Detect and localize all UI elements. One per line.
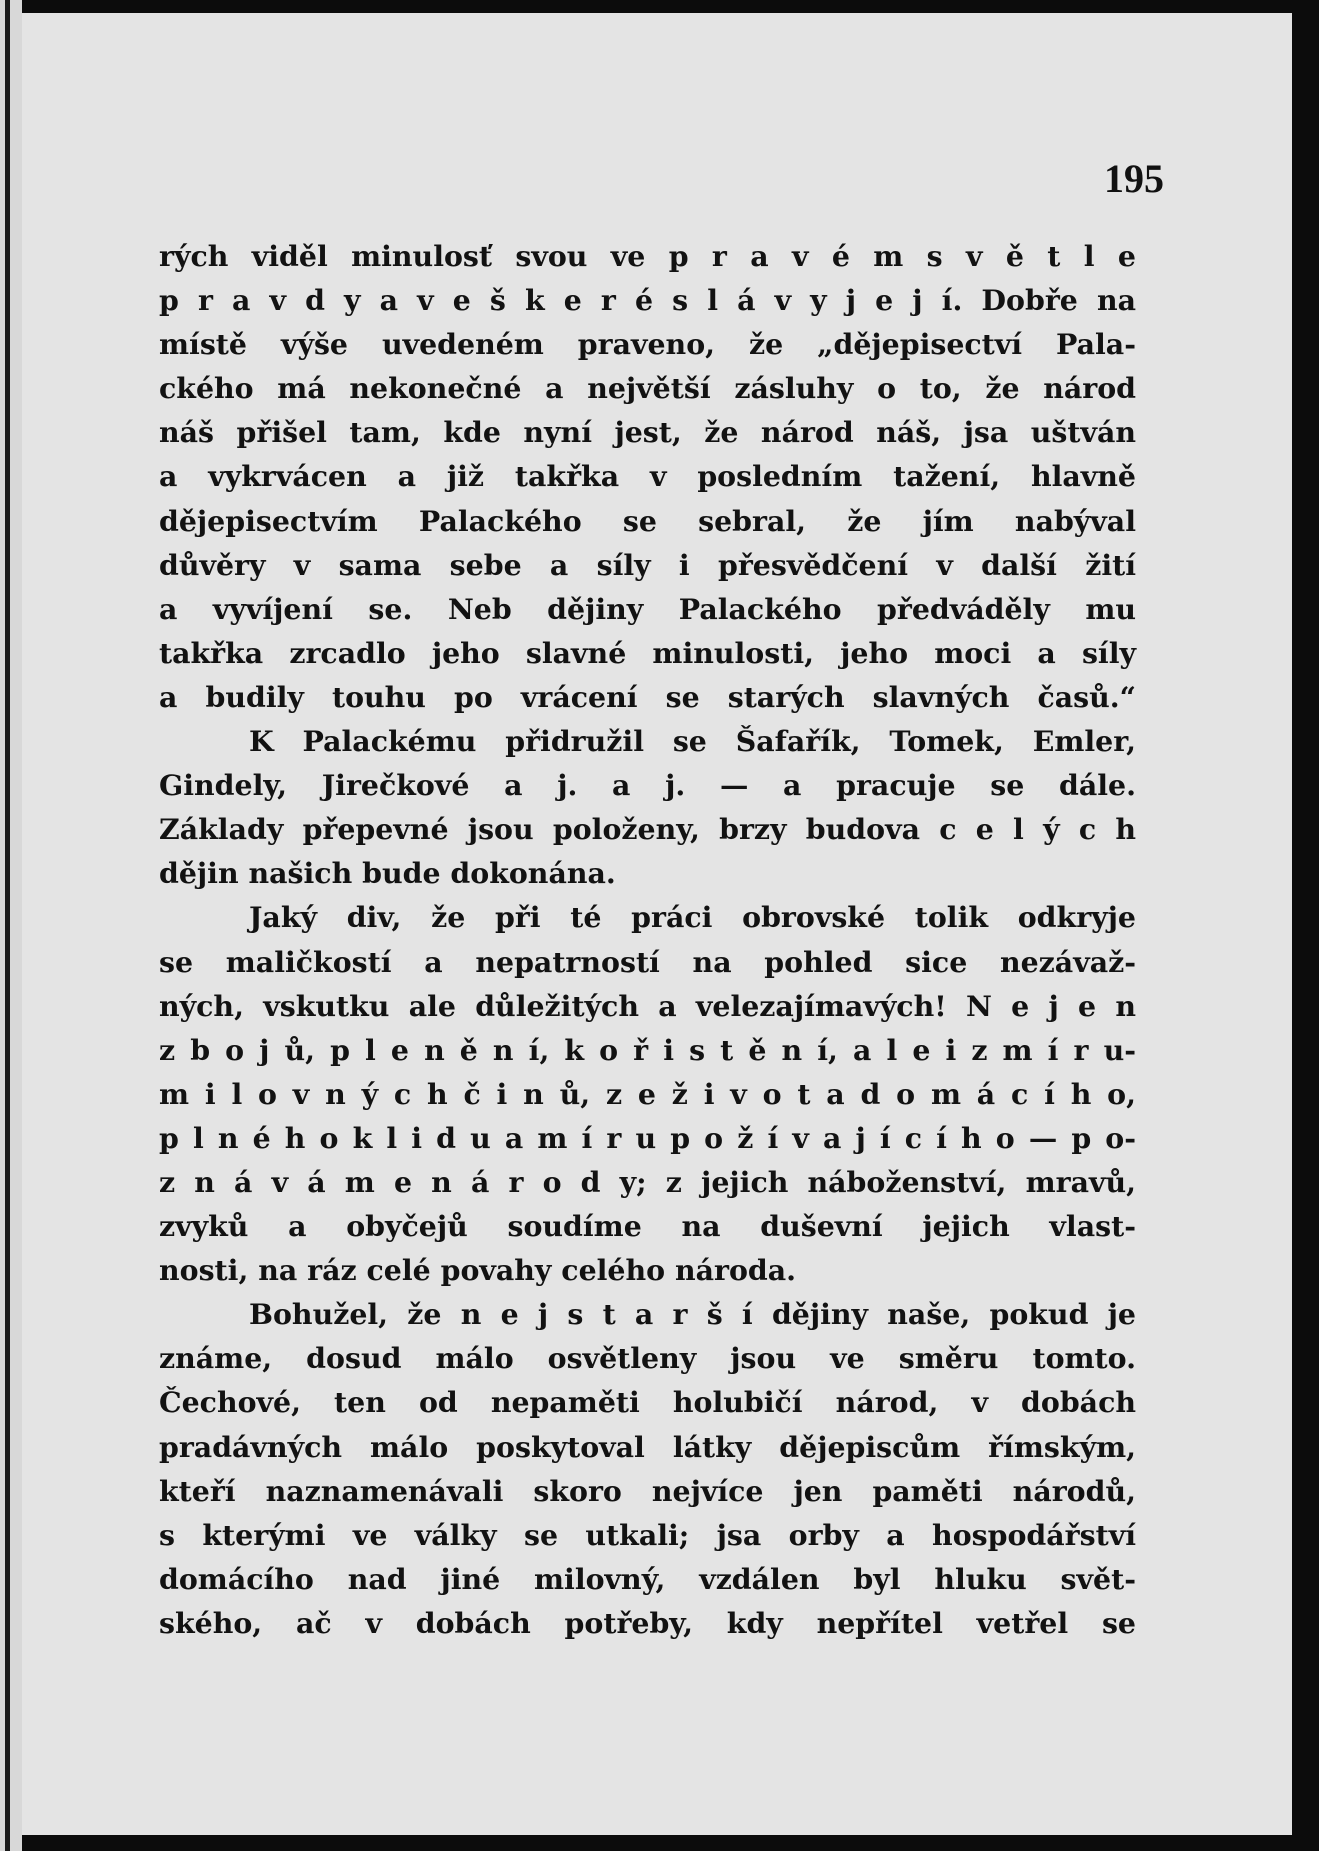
text-line: kteří naznamenávali skoro nejvíce jen paměti národů, <box>159 1473 1136 1508</box>
text-line: dějepisectvím Palackého se sebral, že jím nabýval <box>159 503 1136 538</box>
text-line: Čechové, ten od nepaměti holubičí národ, v dobách <box>159 1385 1136 1420</box>
text-line: zvyků a obyčejů soudíme na duševní jejich vlast- <box>159 1209 1136 1244</box>
page-number: 195 <box>1104 156 1164 201</box>
text-line: pradávných málo poskytoval látky dějepiscům římským, <box>159 1429 1136 1464</box>
text-line: ných, vskutku ale důležitých a velezajímavých! N e j e n <box>159 988 1136 1023</box>
text-line: ského, ač v dobách potřeby, kdy nepřítel vetřel se <box>159 1605 1136 1640</box>
text-line: p l n é h o k l i d u a m í r u p o ž í v a j í c í h o — p o- <box>159 1120 1136 1155</box>
text-line: Základy přepevné jsou položeny, brzy budova c e l ý c h <box>159 812 1136 847</box>
text-line: a budily touhu po vrácení se starých slavných časů.“ <box>159 679 1136 714</box>
text-line: a vyvíjení se. Neb dějiny Palackého předváděly mu <box>159 591 1136 626</box>
text-line: p r a v d y a v e š k e r é s l á v y j e j í. Dobře na <box>159 283 1136 318</box>
text-line: dějin našich bude dokonána. <box>159 856 616 891</box>
text-line: s kterými ve války se utkali; jsa orby a hospodářství <box>159 1517 1136 1552</box>
text-line: místě výše uvedeném praveno, že „dějepisectví Pala- <box>159 327 1136 362</box>
text-line: důvěry v sama sebe a síly i přesvědčení v další žití <box>159 547 1136 582</box>
text-line: domácího nad jiné milovný, vzdálen byl hluku svět- <box>159 1561 1136 1596</box>
text-line: z n á v á m e n á r o d y; z jejich náboženství, mravů, <box>159 1164 1136 1199</box>
text-line: a vykrvácen a již takřka v posledním tažení, hlavně <box>159 459 1136 494</box>
text-line: Gindely, Jirečkové a j. a j. — a pracuje se dále. <box>159 768 1136 803</box>
text-line: náš přišel tam, kde nyní jest, že národ náš, jsa uštván <box>159 415 1136 450</box>
text-line: Jaký div, že při té práci obrovské tolik odkryje <box>249 900 1136 935</box>
book-spine-edge <box>0 0 22 1851</box>
text-line: známe, dosud málo osvětleny jsou ve směru tomto. <box>159 1341 1136 1376</box>
text-line: takřka zrcadlo jeho slavné minulosti, jeho moci a síly <box>159 635 1136 670</box>
text-line: rých viděl minulosť svou ve p r a v é m s v ě t l e <box>159 239 1136 273</box>
text-line: se maličkostí a nepatrností na pohled sice nezávaž- <box>159 944 1136 979</box>
text-line: z b o j ů, p l e n ě n í, k o ř i s t ě n í, a l e i z m í r u- <box>159 1032 1136 1067</box>
text-line: nosti, na ráz celé povahy celého národa. <box>159 1253 797 1288</box>
text-line: m i l o v n ý c h č i n ů, z e ž i v o t a d o m á c í h o, <box>159 1076 1136 1111</box>
page-body-text <box>159 234 1136 1645</box>
text-line: ckého má nekonečné a největší zásluhy o to, že národ <box>159 371 1136 406</box>
text-line: Bohužel, že n e j s t a r š í dějiny naše, pokud je <box>249 1297 1136 1332</box>
book-spine-shadow <box>5 0 10 1851</box>
text-line: K Palackému přidružil se Šafařík, Tomek, Emler, <box>249 724 1136 759</box>
